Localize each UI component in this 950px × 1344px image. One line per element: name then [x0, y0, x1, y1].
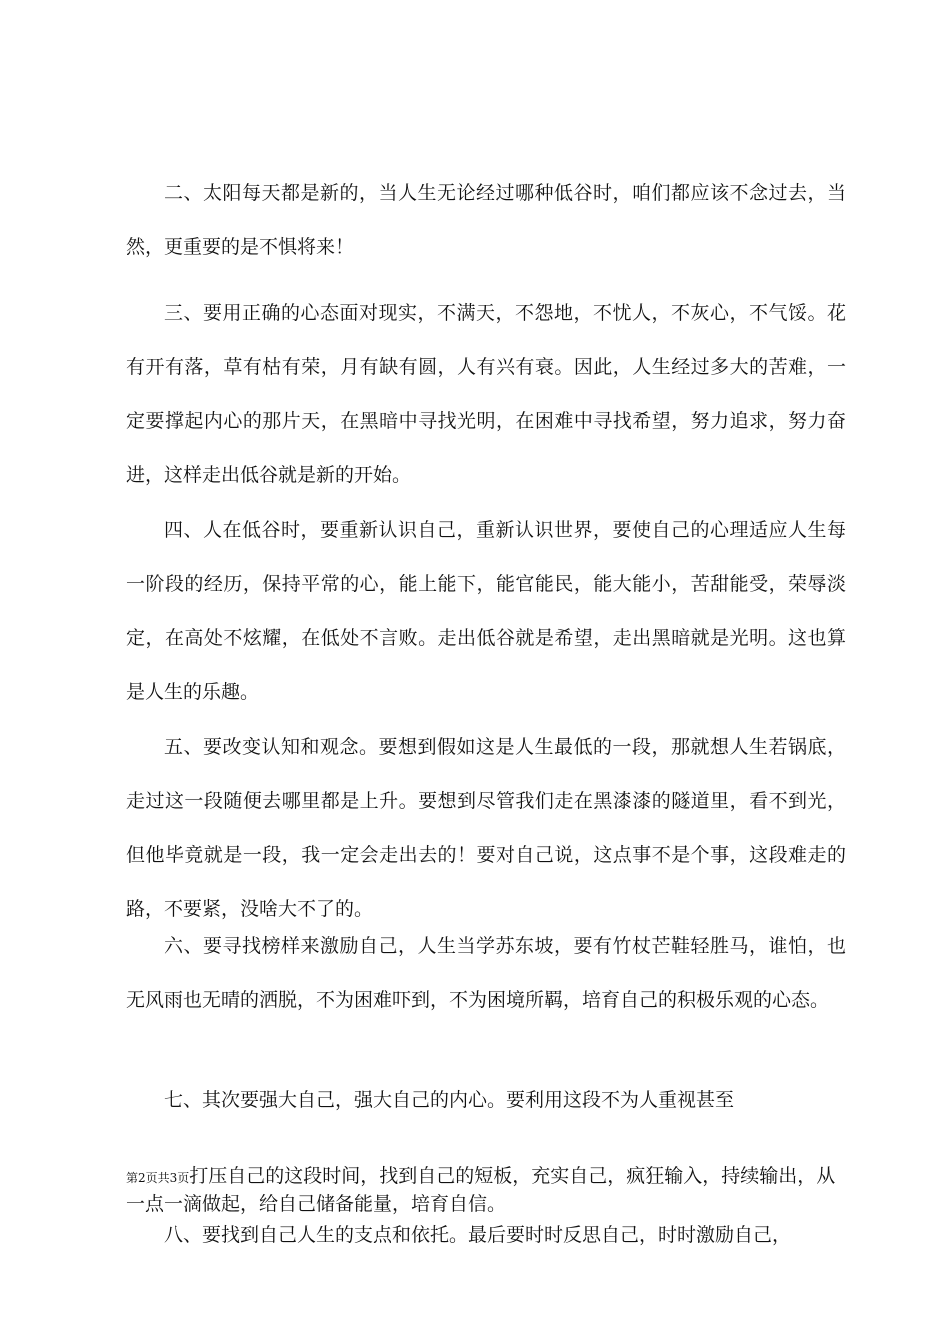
paragraph-2: 二、太阳每天都是新的，当人生无论经过哪种低谷时，咱们都应该不念过去，当然，更重要的是不惧将来！ [126, 182, 846, 258]
paragraph-6: 六、要寻找榜样来激励自己，人生当学苏东坡，要有竹杖芒鞋轻胜马，谁怕，也无风雨也无晴的洒脱，不为困难吓到，不为困境所羁，培育自己的积极乐观的心态。 [126, 935, 846, 1011]
paragraph-7: 七、其次要强大自己，强大自己的内心。要利用这段不为人重视甚至 [164, 1089, 735, 1111]
paragraph-7-continuation: 打压自己的这段时间，找到自己的短板，充实自己，疯狂输入，持续输出，从一点一滴做起，给自己储备能量，培育自信。 [126, 1165, 836, 1215]
paragraph-8: 八、要找到自己人生的支点和依托。最后要时时反思自己，时时激励自己， [164, 1224, 792, 1246]
paragraph-4: 四、人在低谷时，要重新认识自己，重新认识世界，要使自己的心理适应人生每一阶段的经历，保持平常的心，能上能下，能官能民，能大能小，苦甜能受，荣辱淡定，在高处不炫耀，在低处不言败。走出低谷就是希望，走出黑暗就是光明。这也算是人生的乐趣。 [126, 519, 846, 703]
paragraph-3: 三、要用正确的心态面对现实，不满天，不怨地，不忧人，不灰心，不气馁。花有开有落，草有枯有荣，月有缺有圆，人有兴有衰。因此，人生经过多大的苦难，一定要撑起内心的那片天，在黑暗中寻找光明，在困难中寻找希望，努力追求，努力奋进，这样走出低谷就是新的开始。 [126, 302, 846, 486]
paragraph-5: 五、要改变认知和观念。要想到假如这是人生最低的一段，那就想人生若锅底，走过这一段随便去哪里都是上升。要想到尽管我们走在黑漆漆的隧道里，看不到光，但他毕竟就是一段，我一定会走出去的！要对自己说，这点事不是个事，这段难走的路，不要紧，没啥大不了的。 [126, 736, 846, 920]
page-number: 第2页共3页 [126, 1171, 190, 1185]
